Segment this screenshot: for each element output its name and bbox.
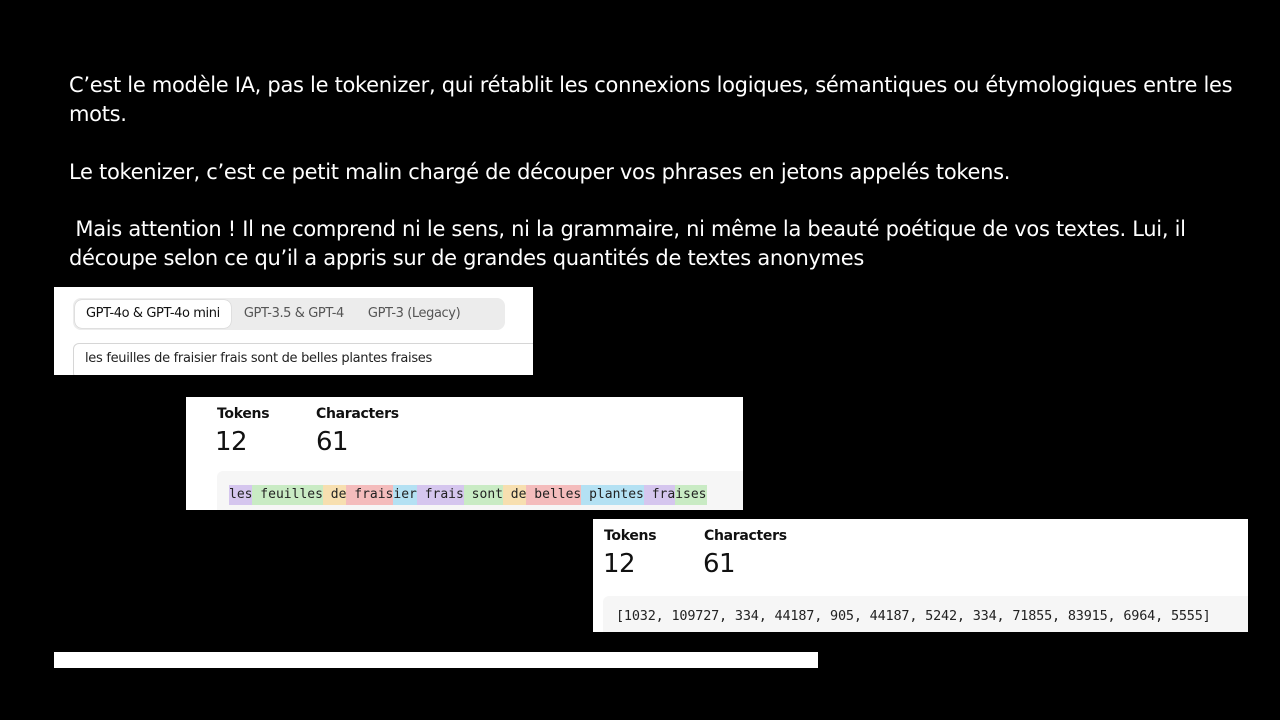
token-chip: frais: [417, 485, 464, 505]
token-chip: frais: [346, 485, 393, 505]
token-chip: de: [503, 485, 526, 505]
token-chip: les: [229, 485, 252, 505]
token-ids-box: [603, 596, 1248, 632]
token-chip: plantes: [581, 485, 644, 505]
token-chip: ises: [675, 485, 706, 505]
token-chip: fra: [644, 485, 675, 505]
tab-gpt-3-5-gpt-4[interactable]: GPT-3.5 & GPT-4: [243, 306, 344, 321]
intro-paragraph-1: C’est le modèle IA, pas le tokenizer, qui rétablit les connexions logiques, sémantiques ou étymologiques entre les mots.: [69, 73, 1233, 126]
intro-paragraph-2: Le tokenizer, c’est ce petit malin chargé de découper vos phrases en jetons appelés tokens.: [69, 160, 1011, 184]
bottom-blank-bar: [54, 652, 818, 668]
characters-label: Characters: [704, 528, 787, 544]
tokens-count: 12: [215, 427, 248, 457]
token-chip: sont: [464, 485, 503, 505]
tokens-count: 12: [603, 549, 636, 579]
token-visualization: [217, 471, 743, 510]
characters-count: 61: [703, 549, 736, 579]
token-ids-list: [1032, 109727, 334, 44187, 905, 44187, 5242, 334, 71855, 83915, 6964, 5555]: [616, 608, 1211, 624]
token-chip: de: [323, 485, 346, 505]
tokenizer-model-panel: [54, 287, 533, 375]
tokenizer-text-input[interactable]: les feuilles de fraisier frais sont de belles plantes fraises: [73, 343, 533, 375]
token-chip: belles: [526, 485, 581, 505]
token-sequence: [229, 485, 707, 505]
tokens-label: Tokens: [217, 406, 270, 422]
token-text-panel: [186, 397, 743, 510]
tokens-label: Tokens: [604, 528, 657, 544]
characters-count: 61: [316, 427, 349, 457]
tab-gpt-4o[interactable]: GPT-4o & GPT-4o mini: [75, 300, 231, 328]
intro-paragraph-3: Mais attention ! Il ne comprend ni le sens, ni la grammaire, ni même la beauté poétique de vos textes. Lui, il découpe selon ce qu’il a appris sur de grandes quantités de textes anonymes: [69, 217, 1193, 270]
model-tabs: [73, 298, 505, 330]
token-chip: feuilles: [252, 485, 322, 505]
token-ids-panel: [593, 519, 1248, 632]
token-chip: ier: [393, 485, 416, 505]
characters-label: Characters: [316, 406, 399, 422]
tab-gpt-3-legacy[interactable]: GPT-3 (Legacy): [367, 306, 461, 321]
